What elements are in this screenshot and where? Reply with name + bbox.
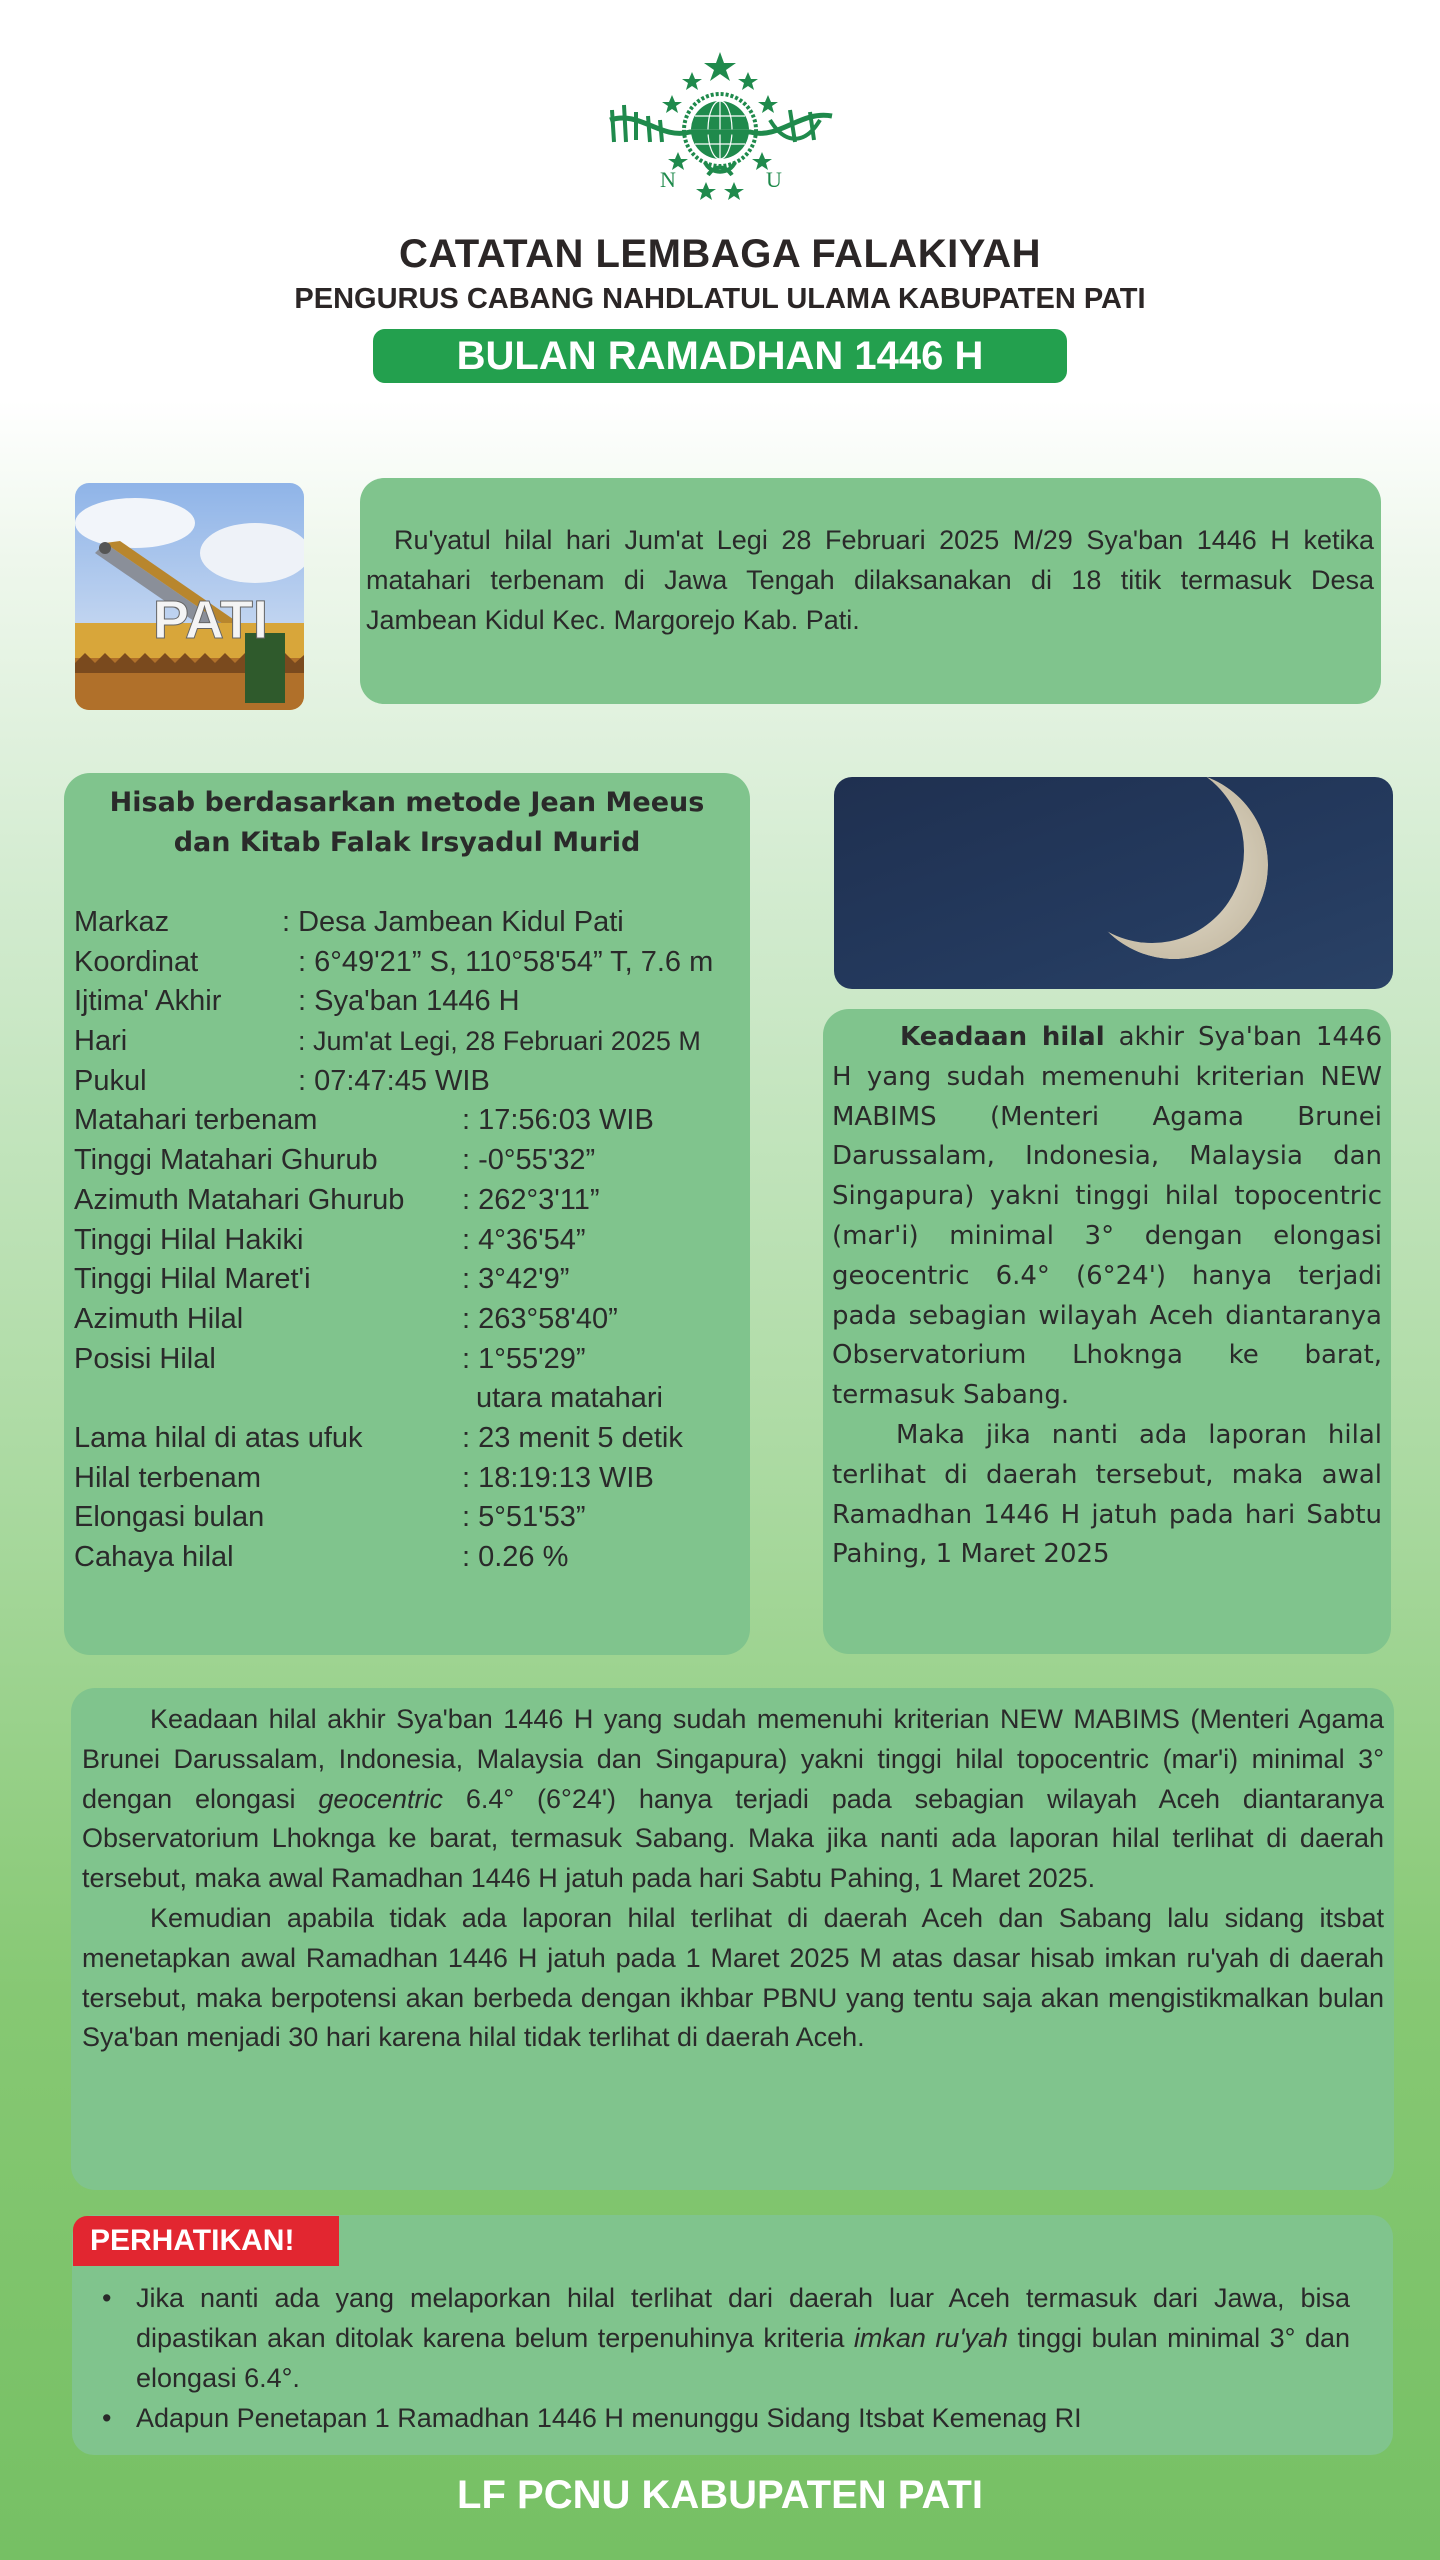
row-label: Hari: [74, 1025, 128, 1058]
row-value: : Sya'ban 1446 H: [298, 985, 520, 1018]
notice-item: [92, 2278, 1350, 2398]
page-title: CATATAN LEMBAGA FALAKIYAH: [398, 232, 1042, 276]
row-value: utara matahari: [476, 1382, 663, 1415]
keadaan-paragraph-2: Maka jika nanti ada laporan hilal terlihat di daerah tersebut, maka awal Ramadhan 1446 H jatuh pada hari Sabtu Pahing, 1 Maret 2025: [832, 1419, 1382, 1570]
hisab-title-line2: dan Kitab Falak Irsyadul Murid: [173, 827, 641, 858]
row-label: Tinggi Matahari Ghurub: [74, 1144, 378, 1177]
bullet-icon: •: [102, 2403, 112, 2433]
page-subtitle: PENGURUS CABANG NAHDLATUL ULAMA KABUPATEN PATI: [294, 283, 1146, 315]
hisab-row-azimuth-matahari: [74, 1180, 750, 1220]
row-value: : 5°51'53”: [462, 1501, 586, 1534]
pati-sign-text: PATI: [153, 590, 268, 650]
row-label: Matahari terbenam: [74, 1104, 318, 1137]
hisab-row-hari: [74, 1021, 750, 1061]
keadaan-bold-lead: Keadaan hilal: [900, 1022, 1105, 1052]
row-label: Elongasi bulan: [74, 1501, 265, 1534]
notice-list: [92, 2278, 1350, 2438]
hisab-title: [64, 783, 750, 863]
row-value: : 3°42'9”: [462, 1263, 570, 1296]
hisab-row-markaz: [74, 902, 750, 942]
row-value: : 6°49'21” S, 110°58'54” T, 7.6 m: [298, 945, 714, 978]
notice-item-1-a: Jika nanti ada yang melaporkan hilal terlihat dari daerah luar Aceh termasuk dari Jawa, bisa dipastikan akan ditolak karena belum terpenuhinya kriteria: [136, 2283, 1350, 2353]
row-label: Markaz: [74, 906, 170, 938]
summary-paragraph-1: [82, 1700, 1384, 1899]
hisab-row-tinggi-hilal-hakiki: [74, 1220, 750, 1260]
summary-text: [82, 1700, 1384, 2058]
hisab-row-tinggi-matahari: [74, 1140, 750, 1180]
row-value: : 263°58'40”: [462, 1302, 618, 1335]
row-value: : Jum'at Legi, 28 Februari 2025 M: [298, 1026, 701, 1057]
notice-item: [92, 2398, 1350, 2438]
nu-logo: [600, 50, 840, 200]
keadaan-paragraph-1-text: akhir Sya'ban 1446 H yang sudah memenuhi kriterian NEW MABIMS (Menteri Agama Brunei Darussalam, Indonesia, Malaysia dan Singapura) yakni tinggi hilal topocentric (mar'i) minimal 3° dengan elongasi geocentric 6.4° (6°24') hanya terjadi pada sebagian wilayah Aceh diantaranya Observatorium Lhoknga ke barat, termasuk Sabang.: [832, 1022, 1382, 1411]
hisab-row-koordinat: [74, 942, 750, 982]
row-label: Pukul: [74, 1064, 147, 1097]
summary-p1-italic: geocentric: [318, 1783, 443, 1814]
hisab-title-line1: Hisab berdasarkan metode Jean Meeus: [109, 787, 705, 818]
footer-text: LF PCNU KABUPATEN PATI: [457, 2473, 983, 2517]
hisab-row-posisi-hilal-cont: [74, 1378, 750, 1418]
month-badge: BULAN RAMADHAN 1446 H: [373, 329, 1067, 383]
hisab-row-matahari-terbenam: [74, 1100, 750, 1140]
row-value: : 0.26 %: [462, 1541, 569, 1573]
row-value: : 262°3'11”: [462, 1183, 600, 1216]
row-label: Azimuth Matahari Ghurub: [74, 1183, 405, 1216]
hisab-row-hilal-terbenam: [74, 1458, 750, 1498]
hisab-row-posisi-hilal: [74, 1339, 750, 1379]
row-label: Ijtima' Akhir: [74, 985, 222, 1018]
hisab-row-pukul: [74, 1061, 750, 1101]
nu-logo-globe-stars-icon: [600, 50, 840, 200]
row-value: : 4°36'54”: [462, 1223, 586, 1256]
summary-paragraph-2: Kemudian apabila tidak ada laporan hilal terlihat di daerah Aceh dan Sabang lalu sidang itsbat menetapkan awal Ramadhan 1446 H jatuh pada 1 Maret 2025 M atas dasar hisab imkan ru'yah di daerah tersebut, maka berpotensi akan berbeda dengan ikhbar PBNU yang tentu saja akan mengistikmalkan bulan Sya'ban menjadi 30 hari karena hilal tidak terlihat di daerah Aceh.: [82, 1902, 1384, 2053]
hisab-row-tinggi-hilal-marei: [74, 1259, 750, 1299]
summary-p1-a: Keadaan hilal akhir Sya'ban 1446 H yang sudah memenuhi kriterian NEW MABIMS (Menteri Agama Brunei Darussalam, Indonesia, Malaysia dan Singapura) yakni tinggi hilal topocentric (mar'i) minimal 3° dengan elongasi: [82, 1704, 1384, 1814]
bullet-icon: •: [102, 2283, 112, 2313]
row-label: Azimuth Hilal: [74, 1302, 244, 1335]
row-label: Cahaya hilal: [74, 1541, 234, 1573]
row-value: : Desa Jambean Kidul Pati: [282, 906, 624, 938]
notice-item-2: Adapun Penetapan 1 Ramadhan 1446 H menunggu Sidang Itsbat Kemenag RI: [136, 2403, 1082, 2433]
row-label: Lama hilal di atas ufuk: [74, 1421, 363, 1454]
row-label: Tinggi Hilal Maret'i: [74, 1263, 311, 1296]
intro-text: Ru'yatul hilal hari Jum'at Legi 28 Februari 2025 M/29 Sya'ban 1446 H ketika matahari terbenam di Jawa Tengah dilaksanakan di 18 titik termasuk Desa Jambean Kidul Kec. Margorejo Kab. Pati.: [366, 525, 1374, 635]
keadaan-paragraph-1: [832, 1018, 1382, 1416]
logo-initial-n: N: [660, 167, 676, 192]
row-value: : 07:47:45 WIB: [298, 1064, 490, 1097]
row-value: : 1°55'29”: [462, 1342, 586, 1375]
hisab-row-azimuth-hilal: [74, 1299, 750, 1339]
logo-initial-u: U: [766, 167, 782, 192]
row-label: Hilal terbenam: [74, 1461, 261, 1494]
row-label: Koordinat: [74, 945, 199, 978]
row-value: : -0°55'32”: [462, 1144, 596, 1177]
hisab-row-lama-hilal: [74, 1418, 750, 1458]
row-label: Tinggi Hilal Hakiki: [74, 1223, 304, 1256]
hisab-row-cahaya: [74, 1537, 750, 1577]
row-value: : 17:56:03 WIB: [462, 1104, 654, 1137]
summary-p1-b: 6.4° (6°24') hanya terjadi pada sebagian wilayah Aceh diantaranya Observatorium Lhoknga ke barat, termasuk Sabang. Maka jika nanti ada laporan hilal terlihat di daerah tersebut, maka awal Ramadhan 1446 H jatuh pada hari Sabtu Pahing, 1 Maret 2025.: [82, 1783, 1384, 1894]
notice-label: PERHATIKAN!: [73, 2216, 339, 2266]
keadaan-hilal-text: [832, 1018, 1382, 1575]
hisab-table: [74, 902, 750, 1577]
hisab-row-elongasi: [74, 1497, 750, 1537]
row-label: Posisi Hilal: [74, 1342, 216, 1375]
hisab-row-ijtima: [74, 981, 750, 1021]
row-value: : 18:19:13 WIB: [462, 1461, 654, 1494]
pati-landmark-photo: [75, 483, 304, 710]
crescent-moon-icon: [834, 777, 1393, 989]
notice-item-1-italic: imkan ru'yah: [853, 2323, 1009, 2353]
row-value: : 23 menit 5 detik: [462, 1421, 683, 1454]
notice-item-1-b: tinggi bulan minimal 3° dan elongasi 6.4°.: [136, 2323, 1350, 2393]
crescent-moon-photo: [834, 777, 1393, 989]
